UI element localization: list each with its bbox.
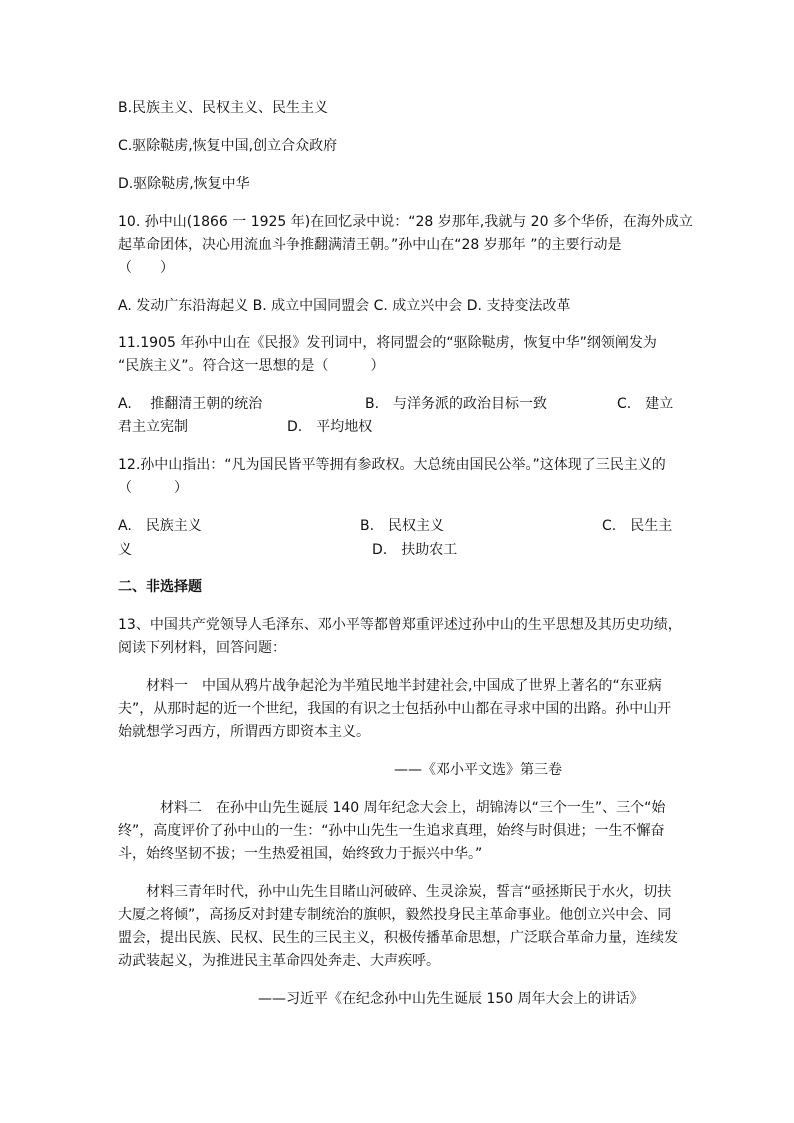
q9-option-d: D.驱除鞑虏,恢复中华 [118, 176, 250, 192]
material-1-line3: 始就想学习西方，所谓西方即资本主义。 [118, 724, 370, 740]
material-3-line4: 动武装起义，为推进民主革命四处奔走、大声疾呼。 [118, 953, 440, 969]
q10-options: A. 发动广东沿海起义 B. 成立中国同盟会 C. 成立兴中会 D. 支持变法改革 [118, 298, 571, 314]
q11-option-c-continued: 君主立宪制 [118, 419, 188, 435]
q13-stem-line2: 阅读下列材料，回答问题： [118, 640, 286, 656]
q11-option-b: B. 与洋务派的政治目标一致 [365, 396, 548, 412]
q12-option-d: D. 扶助农工 [372, 542, 458, 558]
q11-option-d: D. 平均地权 [287, 419, 373, 435]
material-1-source: ——《邓小平文选》第三卷 [394, 762, 562, 778]
q10-answer-blank: （ ） [118, 260, 174, 276]
q9-option-b: B.民族主义、民权主义、民生主义 [118, 100, 329, 116]
q10-stem-line2: 起革命团体，决心用流血斗争推翻满清王朝。”孙中山在“28 岁那年 ”的主要行动是 [118, 237, 622, 253]
q11-option-a: A. 推翻清王朝的统治 [118, 396, 263, 412]
q10-stem-line1: 10. 孙中山(1866 一 1925 年)在回忆录中说：“28 岁那年,我就与 20 多个华侨，在海外成立 [118, 214, 693, 230]
q11-option-c: C. 建立 [617, 396, 674, 412]
q12-option-a: A. 民族主义 [118, 518, 202, 534]
q12-answer-blank: （ ） [118, 480, 188, 496]
material-3-line1: 材料三青年时代，孙中山先生目睹山河破碎、生灵涂炭，誓言“亟拯斯民于水火，切扶 [146, 884, 672, 900]
material-2-line2: 终”，高度评价了孙中山的一生：“孙中山先生一生追求真理，始终与时俱进；一生不懈奋 [118, 823, 665, 839]
q12-option-c-continued: 义 [118, 542, 132, 558]
material-3-line2: 大厦之将倾”，高扬反对封建专制统治的旗帜，毅然投身民主革命事业。他创立兴中会、同 [118, 907, 672, 923]
section-heading-non-choice: 二、非选择题 [118, 579, 202, 595]
material-2-line3: 斗，始终坚韧不拔；一生热爱祖国，始终致力于振兴中华。” [118, 846, 483, 862]
q11-stem-line2: “民族主义”。符合这一思想的是（ ） [118, 358, 385, 374]
material-3-source: ——习近平《在纪念孙中山先生诞辰 150 周年大会上的讲话》 [258, 991, 644, 1007]
material-3-line3: 盟会，提出民族、民权、民生的三民主义，积极传播革命思想，广泛联合革命力量，连续发 [118, 930, 678, 946]
q13-stem-line1: 13、中国共产党领导人毛泽东、邓小平等都曾郑重评述过孙中山的生平思想及其历史功绩， [118, 617, 682, 633]
q12-option-b: B. 民权主义 [360, 518, 445, 534]
q11-stem-line1: 11.1905 年孙中山在《民报》发刊词中，将同盟会的“驱除鞑虏，恢复中华”纲领阐发为 [118, 335, 657, 351]
q12-stem-line1: 12.孙中山指出：“凡为国民皆平等拥有参政权。大总统由国民公举。”这体现了三民主义的 [118, 457, 666, 473]
material-2-line1: 材料二 在孙中山先生诞辰 140 周年纪念大会上，胡锦涛以“三个一生”、三个“始 [160, 800, 666, 816]
material-1-line1: 材料一 中国从鸦片战争起沦为半殖民地半封建社会,中国成了世界上著名的“东亚病 [146, 678, 662, 694]
q12-option-c: C. 民生主 [602, 518, 673, 534]
q9-option-c: C.驱除鞑虏,恢复中国,创立合众政府 [118, 138, 338, 154]
material-1-line2: 夫”，从那时起的近一个世纪，我国的有识之士包括孙中山都在寻求中国的出路。孙中山开 [118, 701, 672, 717]
